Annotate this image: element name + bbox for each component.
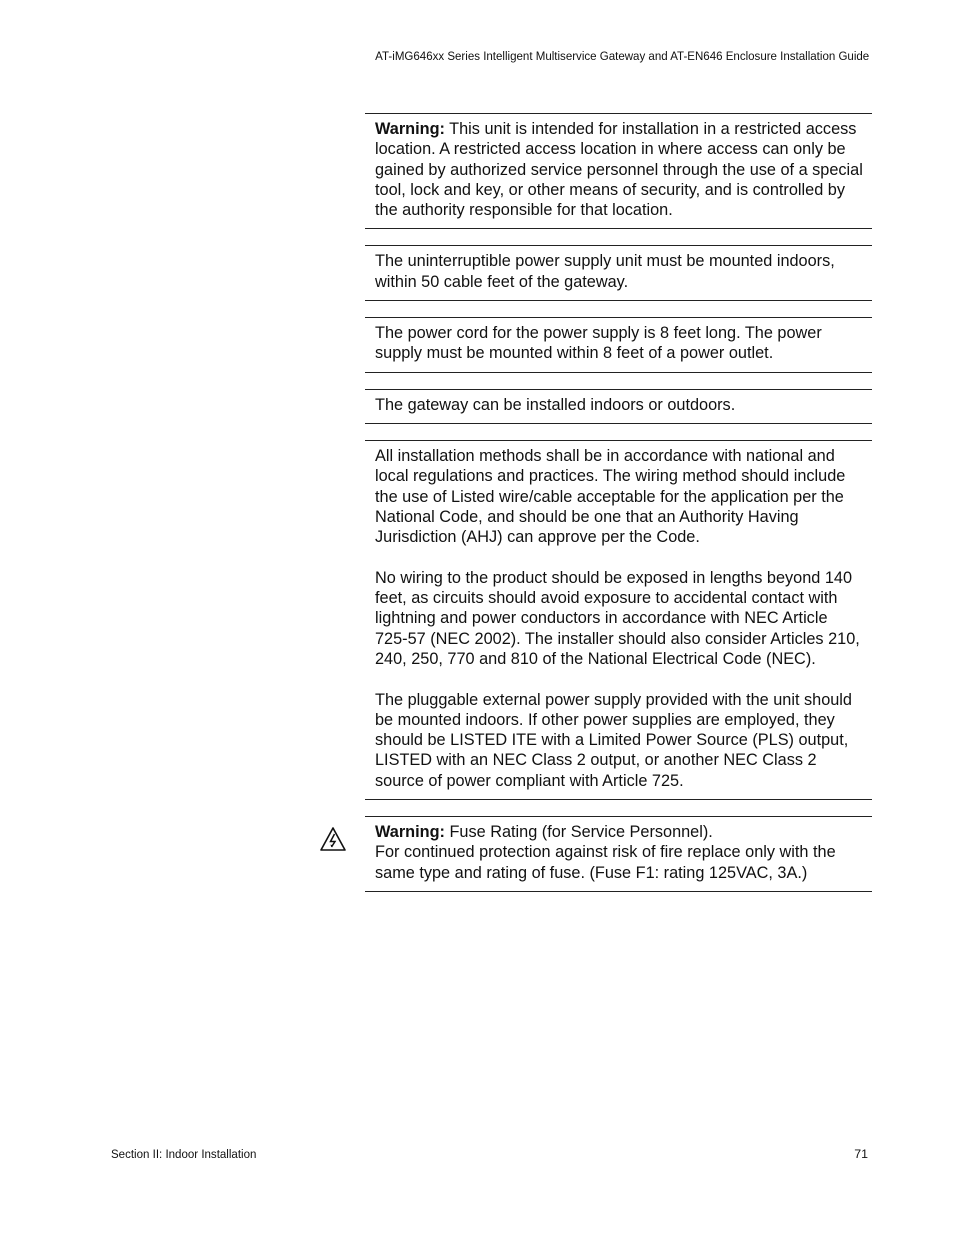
notes-column <box>365 113 872 908</box>
restricted-access-warning <box>365 113 872 229</box>
warning-label: Warning: <box>375 823 445 842</box>
power-cord-text: The power cord for the power supply is 8 feet long. The power supply must be mounted within 8 feet of a power outlet. <box>375 324 822 363</box>
fuse-text: For continued protection against risk of fire replace only with the same type and rating of fuse. (Fuse F1: rating 125VAC, 3A.) <box>375 843 836 882</box>
electrical-hazard-icon <box>319 826 347 852</box>
running-header: AT-iMG646xx Series Intelligent Multiservice Gateway and AT-EN646 Enclosure Installation Guide <box>374 49 869 63</box>
install-location-note <box>365 389 872 424</box>
fuse-paragraph <box>375 822 864 883</box>
methods-paragraph-3: The pluggable external power supply provided with the unit should be mounted indoors. If other power supplies are employed, they should be LISTED ITE with a Limited Power Source (PLS) output, LISTED with an NEC Class 2 output, or another NEC Class 2 source of power compliant with Article 725. <box>375 690 852 790</box>
fuse-heading: Fuse Rating (for Service Personnel). <box>449 823 713 842</box>
ups-note <box>365 245 872 301</box>
page-number: 71 <box>854 1147 868 1161</box>
footer-section: Section II: Indoor Installation <box>111 1147 257 1161</box>
methods-paragraph-2: No wiring to the product should be exposed in lengths beyond 140 feet, as circuits should avoid exposure to accidental contact with lightning and power conductors in accordance with NEC Article 725-57 (NEC 2002). The installer should also consider Articles 210, 240, 250, 770 and 810 of the National Electrical Code (NEC). <box>375 568 860 668</box>
install-location-text: The gateway can be installed indoors or outdoors. <box>375 395 736 414</box>
warning-paragraph <box>375 119 864 220</box>
power-cord-note <box>365 317 872 373</box>
installation-methods-note <box>365 440 872 800</box>
fuse-rating-warning <box>365 816 872 892</box>
ups-text: The uninterruptible power supply unit must be mounted indoors, within 50 cable feet of the gateway. <box>375 252 835 291</box>
methods-paragraph-1: All installation methods shall be in accordance with national and local regulations and practices. The wiring method should include the use of Listed wire/cable acceptable for the application per the National Code, and should be one that an Authority Having Jurisdiction (AHJ) can approve per the Code. <box>375 446 846 547</box>
warning-text: This unit is intended for installation in a restricted access location. A restricted access location in where access can only be gained by authorized service personnel through the use of a special tool, lock and key, or other means of security, and is controlled by the authority responsible for that location. <box>375 120 863 220</box>
warning-label: Warning: <box>375 120 445 138</box>
